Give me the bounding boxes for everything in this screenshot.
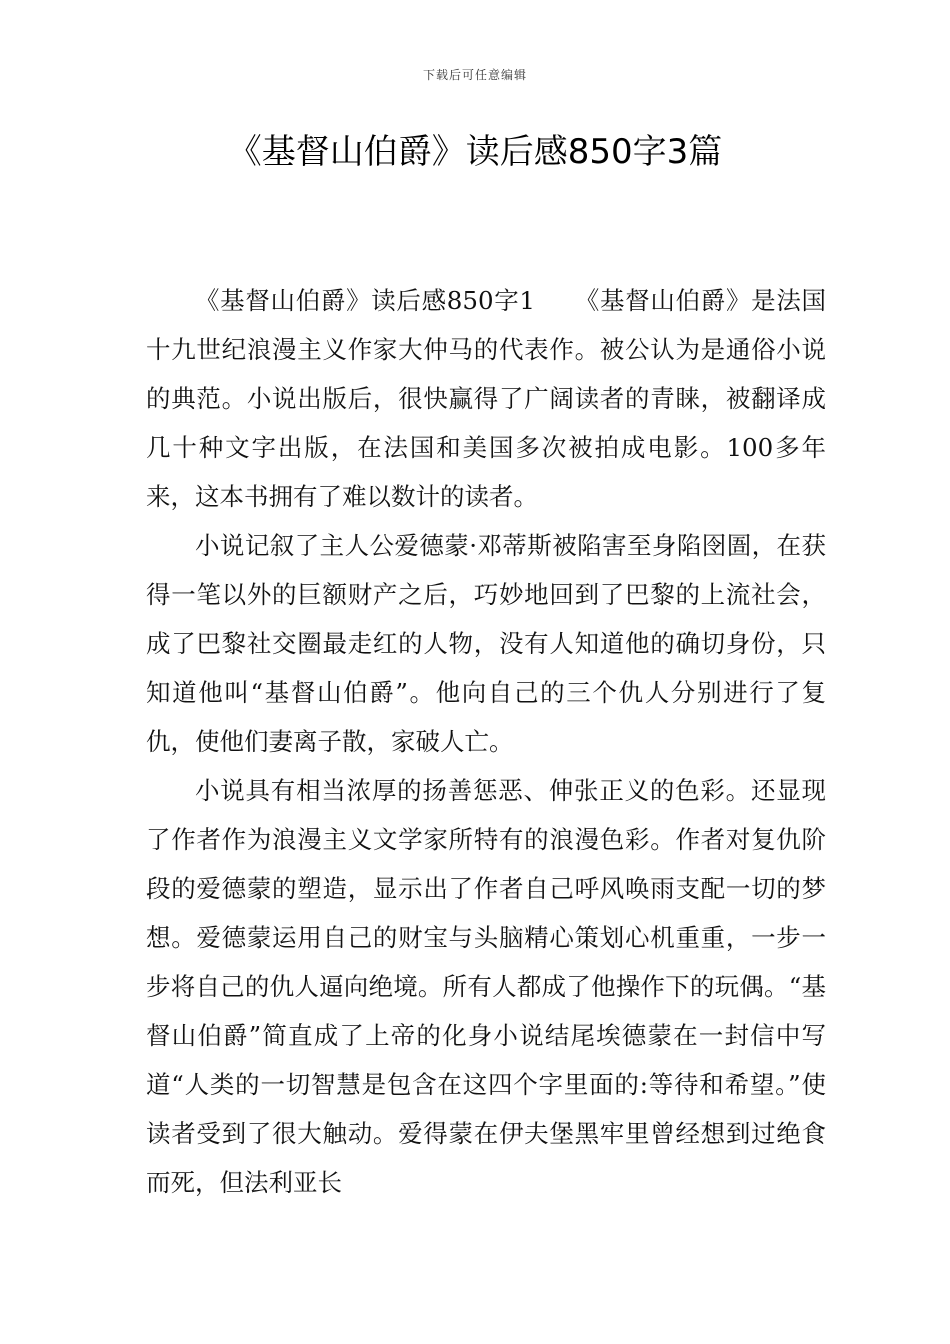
document-body (146, 276, 826, 1207)
paragraph-1 (146, 276, 826, 521)
header-note: 下载后可任意编辑 (422, 68, 527, 82)
section-title: 《基督山伯爵》读后感850字1 (195, 286, 536, 315)
paragraph-2: 小说记叙了主人公爱德蒙·邓蒂斯被陷害至身陷囹圄，在获得一笔以外的巨额财产之后，巧妙地回到了巴黎的上流社会，成了巴黎社交圈最走红的人物，没有人知道他的确切身份，只知道他叫“基督山伯爵”。他向自己的三个仇人分别进行了复仇，使他们妻离子散，家破人亡。 (146, 531, 826, 756)
document-title: 《基督山伯爵》读后感850字3篇 (227, 132, 723, 172)
paragraph-1-text: 《基督山伯爵》是法国十九世纪浪漫主义作家大仲马的代表作。被公认为是通俗小说的典范。小说出版后，很快赢得了广阔读者的青睐，被翻译成几十种文字出版，在法国和美国多次被拍成电影。100多年来，这本书拥有了难以数计的读者。 (146, 286, 826, 511)
paragraph-3: 小说具有相当浓厚的扬善惩恶、伸张正义的色彩。还显现了作者作为浪漫主义文学家所特有的浪漫色彩。作者对复仇阶段的爱德蒙的塑造，显示出了作者自己呼风唤雨支配一切的梦想。爱德蒙运用自己的财宝与头脑精心策划心机重重，一步一步将自己的仇人逼向绝境。所有人都成了他操作下的玩偶。“基督山伯爵”简直成了上帝的化身小说结尾埃德蒙在一封信中写道“人类的一切智慧是包含在这四个字里面的:等待和希望。”使读者受到了很大触动。爱得蒙在伊夫堡黑牢里曾经想到过绝食而死，但法利亚长 (146, 776, 826, 1197)
